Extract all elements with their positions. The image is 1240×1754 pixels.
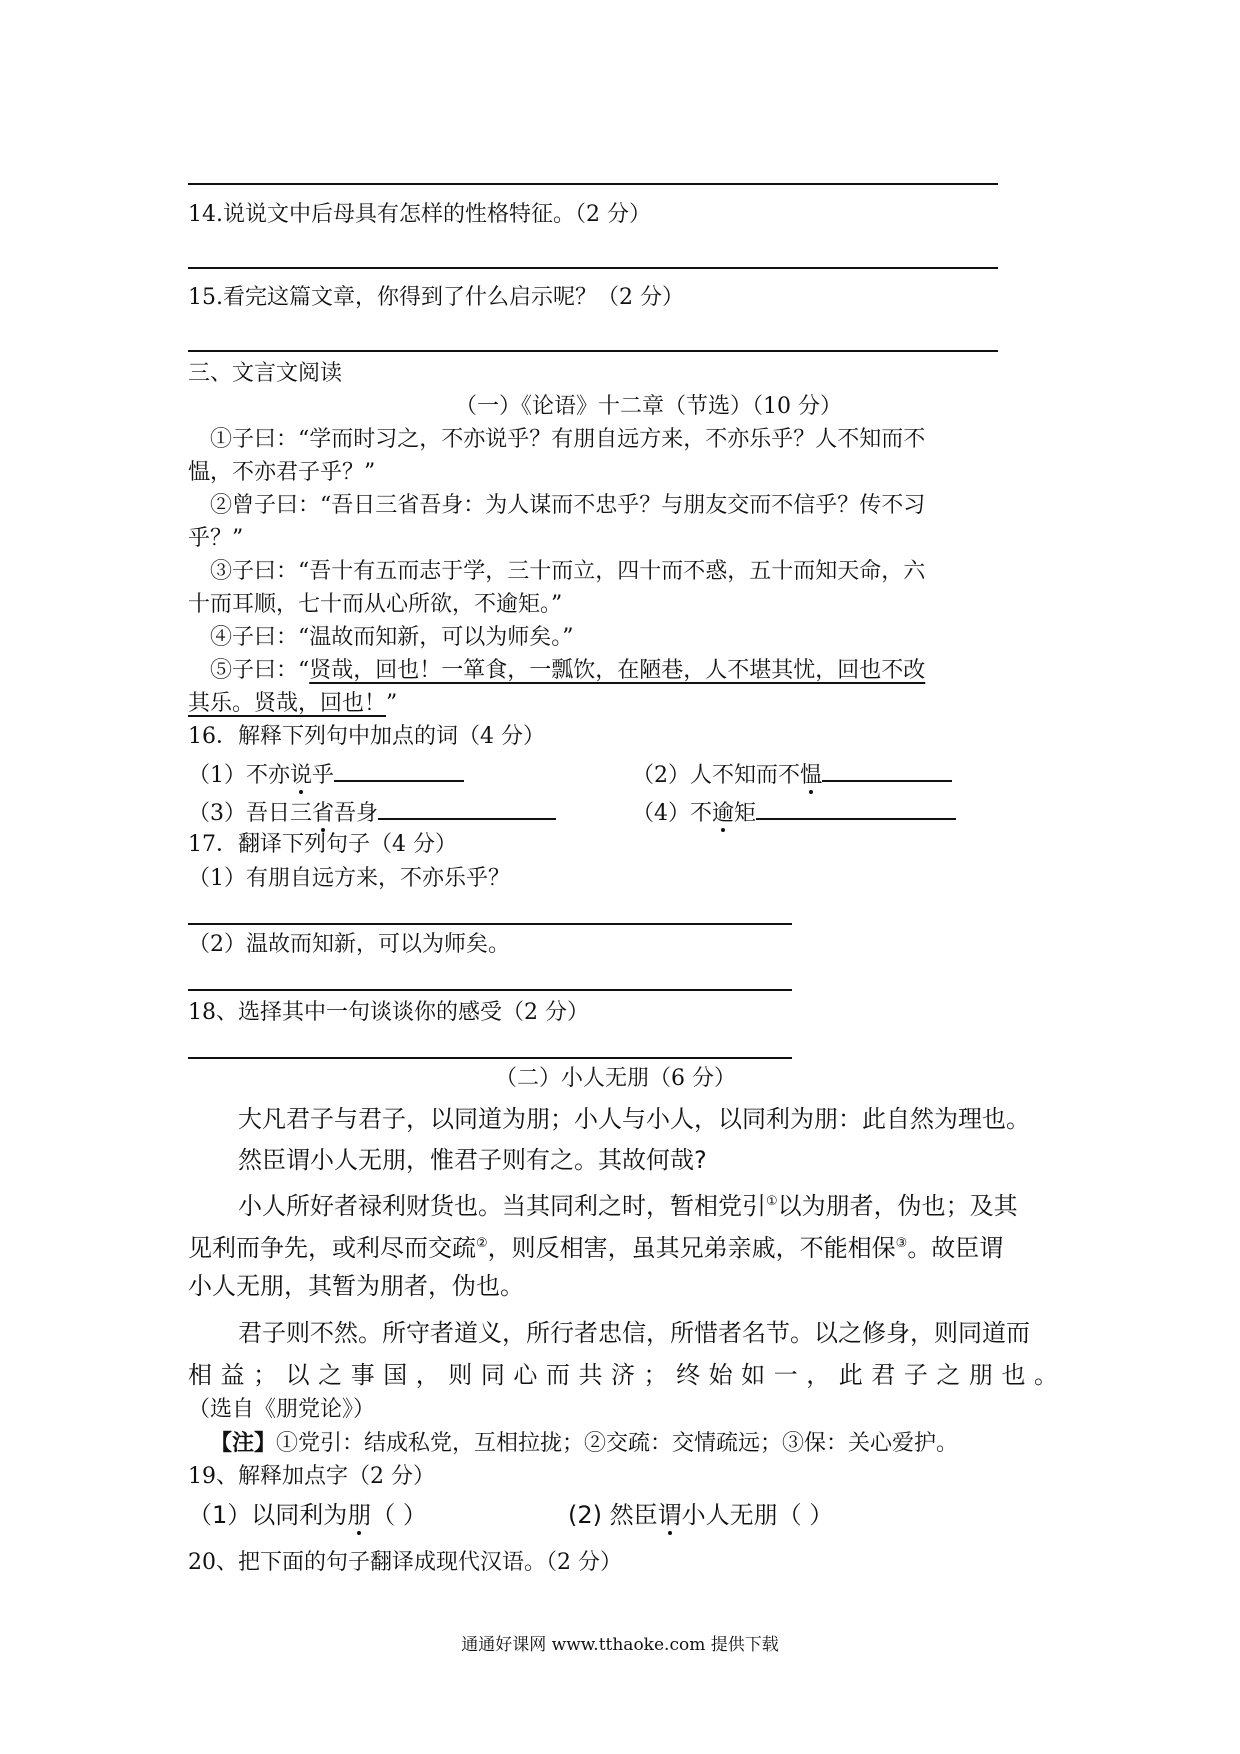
answer-line-17-2 (188, 989, 792, 991)
analects-p5-underlined-2: 其乐。贤哉，回也！ (188, 691, 387, 716)
question-15: 15.看完这篇文章，你得到了什么启示呢？（2 分） (188, 285, 684, 310)
analects-p5-end: ” (386, 691, 398, 716)
question-16-2 (632, 756, 952, 791)
footnote-marker-1: ① (766, 1194, 778, 1209)
q16-4-answer-blank[interactable] (756, 794, 956, 820)
note-text: ①党引：结成私党，互相拉拢；②交疏：交情疏远；③保：关心爱护。 (276, 1431, 959, 1456)
q19-2-answer-bracket[interactable]: 小人无朋（ ） (681, 1501, 834, 1529)
question-19: 19、解释加点字（2 分） (188, 1464, 435, 1489)
q16-3-text: （3）吾日三 (188, 801, 312, 826)
q19-1-answer-bracket[interactable]: （ ） (371, 1501, 427, 1529)
passage-line-6: 君子则不然。所守者道义，所行者忠信，所惜者名节。以之修身，则同道而 (238, 1319, 1030, 1347)
passage-line-3 (238, 1185, 1018, 1223)
question-17-2: （2）温故而知新，可以为师矣。 (188, 932, 510, 957)
q16-3-text-end: 吾身 (334, 801, 379, 826)
q19-2-text: (2) 然臣 (568, 1501, 658, 1529)
analects-p5-prefix: ⑤子曰：“ (210, 658, 310, 683)
question-18: 18、选择其中一句谈谈你的感受（2 分） (188, 1000, 589, 1025)
analects-p2-line2: 乎？” (188, 526, 244, 551)
q19-1-dotted-char: 朋 (347, 1501, 372, 1529)
analects-p1-line1: ①子曰：“学而时习之，不亦说乎？有朋自远方来，不亦乐乎？人不知而不 (210, 427, 926, 452)
q16-2-answer-blank[interactable] (822, 756, 952, 782)
passage-line-4 (188, 1227, 1003, 1265)
question-17: 17．翻译下列句子（4 分） (188, 832, 457, 857)
passage-line-5: 小人无朋，其暂为朋者，伪也。 (188, 1272, 524, 1300)
answer-line-17-1 (188, 923, 792, 925)
q16-1-text: （1）不亦 (188, 763, 290, 788)
passage-line-4-c: 。故臣谓 (907, 1234, 1004, 1262)
passage-line-7: 相益；以之事国，则同心而共济；终始如一，此君子之朋也。 (188, 1361, 1058, 1389)
analects-p5-line1 (210, 656, 925, 686)
passage-line-1: 大凡君子与君子，以同道为朋；小人与小人，以同利为朋：此自然为理也。 (238, 1105, 1030, 1133)
answer-line-14 (188, 267, 998, 269)
page-footer: 通通好课网 www.tthaoke.com 提供下载 (461, 1635, 779, 1655)
passage-line-3-b: 以为朋者，伪也；及其 (777, 1192, 1018, 1220)
q16-1-text-end: 乎 (312, 763, 335, 788)
passage-line-4-b: ，则反相害，虽其兄弟亲戚，不能相保 (487, 1234, 896, 1262)
footnote-marker-3: ③ (895, 1236, 908, 1251)
q16-1-dotted-char: 说 (290, 763, 313, 788)
analects-p2-line1: ②曾子曰：“吾日三省吾身：为人谋而不忠乎？与朋友交而不信乎？传不习 (210, 493, 926, 518)
analects-p5-underlined-1: 贤哉，回也！一箪食，一瓢饮，在陋巷，人不堪其忧，回也不改 (309, 658, 926, 683)
analects-p5-line2 (188, 689, 397, 719)
part1-title: （一）《论语》十二章（节选）（10 分） (455, 394, 842, 419)
q19-2-dotted-char: 谓 (657, 1501, 682, 1529)
analects-p4: ④子曰：“温故而知新，可以为师矣。” (210, 625, 574, 650)
question-16: 16．解释下列句中加点的词（4 分） (188, 724, 545, 749)
question-16-1 (188, 756, 464, 791)
q16-1-answer-blank[interactable] (334, 756, 464, 782)
question-20: 20、把下面的句子翻译成现代汉语。（2 分） (188, 1550, 622, 1575)
analects-p1-line2: 愠，不亦君子乎？” (188, 460, 376, 485)
q16-2-text: （2）人不知而不 (632, 763, 800, 788)
q19-1-text: （1）以同利为 (188, 1501, 348, 1529)
part2-title: （二）小人无朋（6 分） (495, 1066, 736, 1091)
q16-2-dotted-char: 愠 (800, 763, 823, 788)
footnote-marker-2: ② (476, 1236, 488, 1251)
section-heading: 三、文言文阅读 (188, 361, 343, 386)
question-14: 14.说说文中后母具有怎样的性格特征。（2 分） (188, 202, 651, 227)
q16-3-dotted-char: 省 (312, 801, 335, 826)
analects-p3-line2: 十而耳顺，七十而从心所欲，不逾矩。” (188, 592, 563, 617)
question-17-1: （1）有朋自远方来，不亦乐乎？ (188, 866, 510, 891)
passage-note (210, 1428, 958, 1459)
note-label: 【注】 (210, 1430, 277, 1456)
q16-4-text-end: 矩 (734, 801, 757, 826)
passage-source: （选自《朋党论》） (188, 1397, 376, 1422)
passage-line-4-a: 见利而争先，或利尽而交疏 (188, 1234, 476, 1262)
passage-line-3-a: 小人所好者禄利财货也。当其同利之时，暂相党引 (238, 1192, 766, 1220)
question-19-1 (188, 1498, 427, 1532)
question-16-4 (632, 794, 956, 829)
passage-line-2: 然臣谓小人无朋，惟君子则有之。其故何哉? (238, 1146, 707, 1174)
answer-line-13 (188, 183, 998, 185)
question-16-3 (188, 794, 556, 829)
q16-4-dotted-char: 逾 (712, 801, 735, 826)
answer-line-18 (188, 1057, 792, 1059)
q16-3-answer-blank[interactable] (378, 794, 556, 820)
analects-p3-line1: ③子曰：“吾十有五而志于学，三十而立，四十而不惑，五十而知天命，六 (210, 559, 926, 584)
question-19-2 (568, 1498, 833, 1532)
q16-4-text: （4）不 (632, 801, 712, 826)
answer-line-15 (188, 350, 998, 352)
